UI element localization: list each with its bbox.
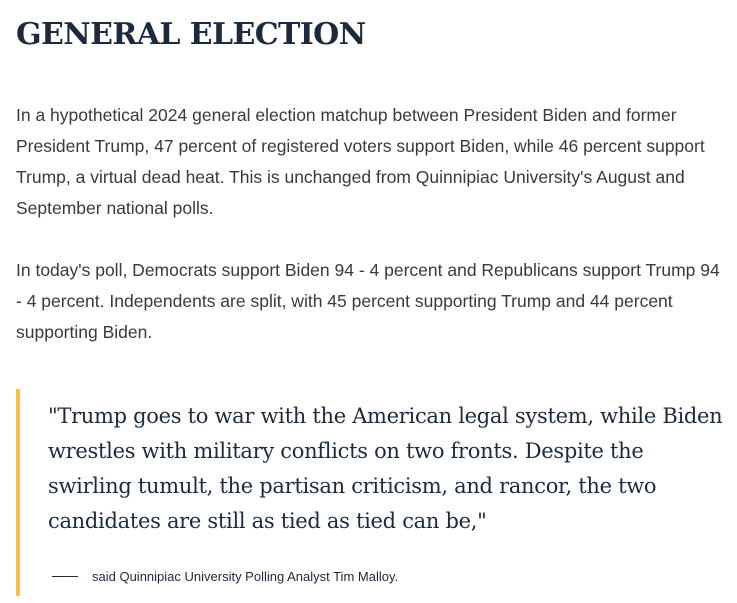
pull-quote <box>16 389 721 596</box>
quote-attribution <box>52 569 398 584</box>
body-paragraph: In a hypothetical 2024 general election matchup between President Biden and former President Trump, 47 percent of registered voters support Biden, while 46 percent support Trump, a virtual dead heat. This is unchanged from Quinnipiac University's August and September national polls. <box>16 105 705 218</box>
body-paragraph: In today's poll, Democrats support Biden 94 - 4 percent and Republicans support Trump 94 - 4 percent. Independents are split, with 45 percent supporting Trump and 44 percent supporting Biden. <box>16 260 720 342</box>
quote-text: "Trump goes to war with the American legal system, while Biden wrestles with military conflicts on two fronts. Despite the swirling tumult, the partisan criticism, and rancor, the two candidates are still as tied as tied can be," <box>48 404 723 533</box>
attribution-dash <box>52 576 78 577</box>
section-heading: GENERAL ELECTION <box>16 17 366 52</box>
attribution-text: said Quinnipiac University Polling Analyst Tim Malloy. <box>92 569 399 584</box>
